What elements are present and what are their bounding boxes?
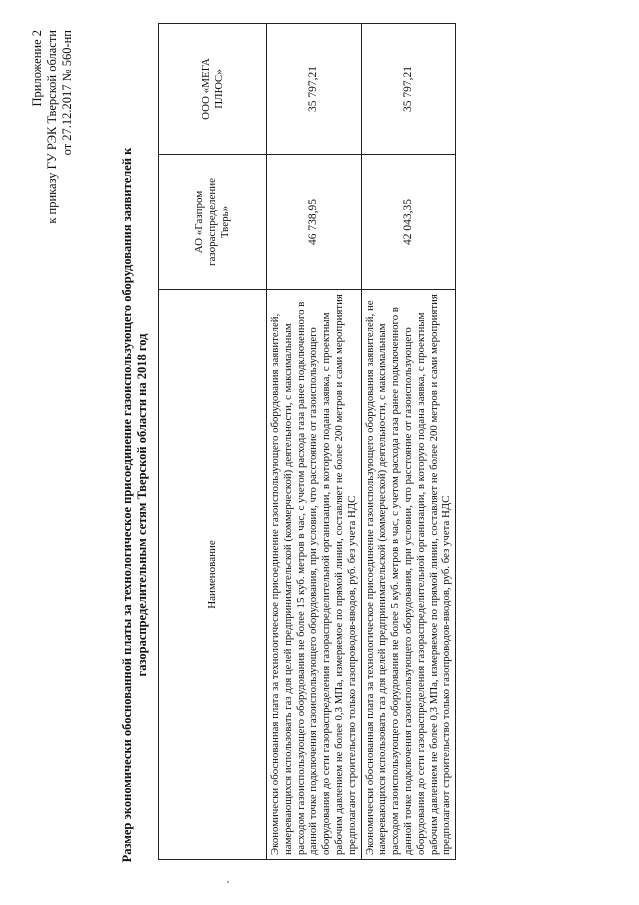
table-header-row [159,24,267,860]
document-heading [120,145,150,865]
annex-number: Приложение 2 [30,30,44,107]
header-gazprom-line-1: АО «Газпром [193,190,206,254]
row-2-mega-value: 35 797,21 [361,24,456,155]
row-2-gazprom-value: 42 043,35 [361,155,456,290]
header-mega [159,24,267,155]
scan-speck [227,881,229,883]
table-row [361,24,456,860]
header-gazprom-line-2: газораспределение [206,177,219,267]
header-mega-line-2: ПЛЮС» [212,69,225,109]
annex-order-date: от 27.12.2017 № 560-нп [60,30,74,156]
annex-order-ref: к приказу ГУ РЭК Тверской области [45,30,59,224]
heading-line-2: газораспределительным сетям Тверской области на 2018 год [135,333,149,677]
row-2-name: Экономически обоснованная плата за технологическое присоединение газоиспользующего оборудования заявителей, не намеревающихся использовать газ для целей предпринимательской (коммерческой) деятельности, с максимальным расходом газоиспользующего оборудования не более 5 куб. метров в час, с учетом расхода газа ранее подключенного в данной точке подключения газоиспользующего оборудования, при условии, что расстояние от газоиспользующего оборудования до сети газораспределения газораспределительной организации, в которую подана заявка, с проектным рабочим давлением не более 0,3 МПа, измеряемое по прямой линии, составляет не более 200 метров и сами мероприятия предполагают строительство только газопроводов-вводов, руб. без учета НДС [361,290,456,860]
row-1-name: Экономически обоснованная плата за технологическое присоединение газоиспользующего оборудования заявителей, намеревающихся использовать газ для целей предпринимательской (коммерческой) деятельности, с максимальным расходом газоиспользующего оборудования не более 15 куб. метров в час, с учетом расхода газа ранее подключенного в данной точке подключения газоиспользующего оборудования, при условии, что расстояние от газоиспользующего оборудования до сети газораспределения газораспределительной организации, в которую подана заявка, с проектным рабочим давлением не более 0,3 МПа, измеряемое по прямой линии, составляет не более 200 метров и сами мероприятия предполагают строительство только газопроводов-вводов, руб. без учета НДС [267,290,362,860]
header-name: Наименование [159,290,267,860]
table-row [267,24,362,860]
annex-block [30,30,75,410]
header-gazprom [159,155,267,290]
row-1-mega-value: 35 797,21 [267,24,362,155]
tariff-table [158,23,456,860]
heading-line-1: Размер экономически обоснованной платы за технологическое присоединение газоиспользующего оборудования заявителей к [120,147,134,863]
header-gazprom-line-3: Тверь» [218,205,231,239]
row-1-gazprom-value: 46 738,95 [267,155,362,290]
header-mega-line-1: ООО «МЕГА [199,58,212,120]
